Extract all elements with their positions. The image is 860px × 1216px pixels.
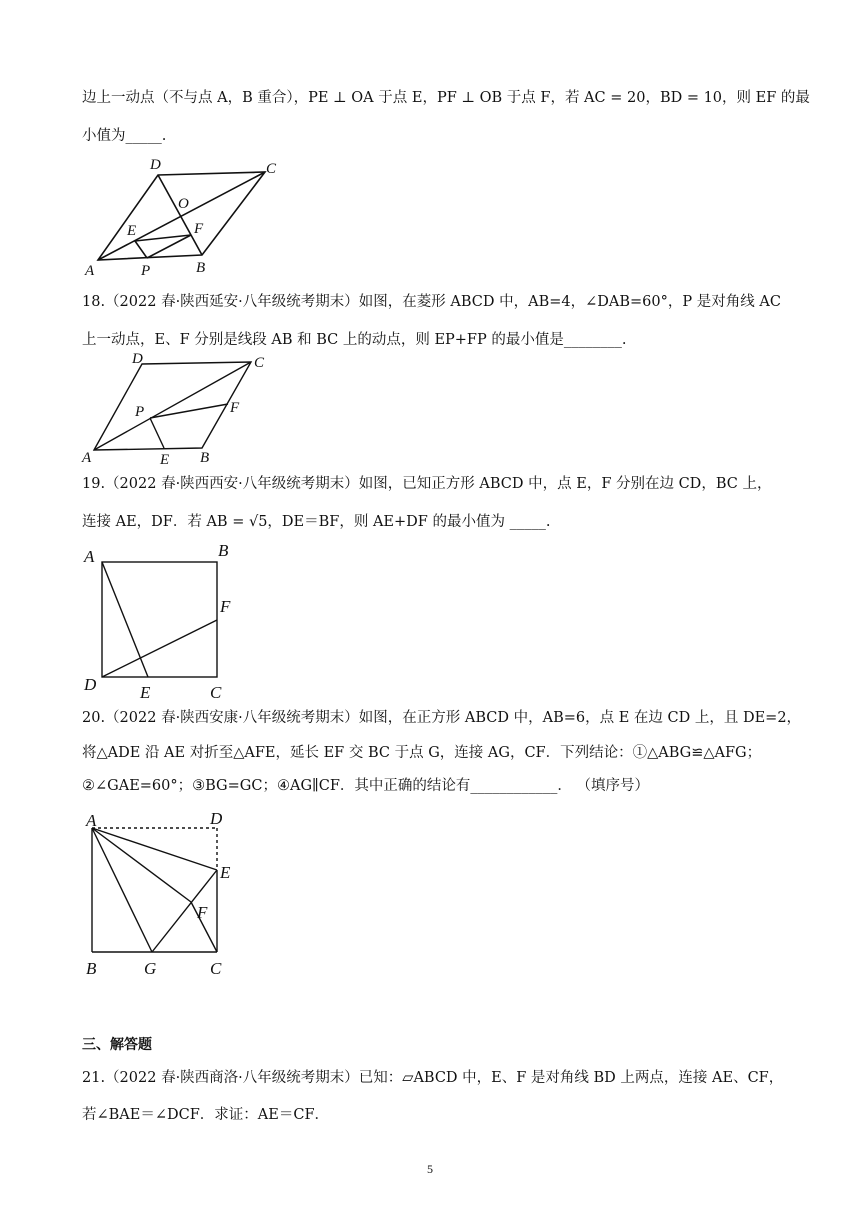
q20-label-g: G [144,959,157,978]
q20-segment-ag [92,828,152,952]
q20-label-d: D [210,809,223,828]
q17-label-d: D [150,157,161,173]
q20-text-line2: 将△ADE 沿 AE 对折至△AFE，延长 EF 交 BC 于点 G，连接 AG，CF．下列结论：①△ABG≌△AFG； [82,745,762,761]
q17-label-a: A [85,263,95,279]
q19-text-line2: 连接 AE，DF．若 AB = √5，DE＝BF，则 AE+DF 的最小值为 _____. [82,514,551,530]
q20-figure [80,806,250,981]
q19-text-line1: 19.（2022 春·陕西西安·八年级统考期末）如图，已知正方形 ABCD 中，点 E，F 分别在边 CD，BC 上， [82,476,772,492]
q20-text-line1: 20.（2022 春·陕西安康·八年级统考期末）如图，在正方形 ABCD 中，AB=6，点 E 在边 CD 上，且 DE=2， [82,710,802,726]
q17-label-e: E [127,223,137,239]
q20-text-line3: ②∠GAE=60°；③BG=GC；④AG∥CF．其中正确的结论有____________． （填序号） [82,778,649,794]
q19-square [102,562,217,677]
q17-diagonal-bd [158,175,202,255]
q19-label-e: E [140,683,151,702]
page-number: 5 [427,1162,433,1176]
q20-label-e: E [220,863,231,882]
q19-label-f: F [220,597,231,616]
q17-label-c: C [266,161,277,177]
section-title: 三、解答题 [82,1037,152,1053]
q21-text-line2: 若∠BAE＝∠DCF．求证：AE＝CF． [82,1107,330,1123]
q18-label-e: E [160,452,170,468]
q19-segment-df [102,620,217,677]
q18-segment-pe [150,418,164,448]
q18-segment-pf [150,404,228,418]
q19-segment-ae [102,562,148,677]
q18-figure [80,350,280,470]
q17-text-line1: 边上一动点（不与点 A，B 重合），PE ⊥ OA 于点 E，PF ⊥ OB 于点 F，若 AC = 20，BD = 10，则 EF 的最 [82,90,810,106]
q18-label-f: F [230,400,240,416]
q19-label-a: A [84,547,95,566]
q20-label-a: A [86,811,97,830]
q17-label-b: B [196,260,206,276]
q18-label-b: B [200,450,210,466]
q20-label-c: C [210,959,222,978]
q20-label-b: B [86,959,97,978]
q19-label-b: B [218,541,229,560]
q20-segment-ae [92,828,217,870]
q17-text-line2: 小值为_____. [82,128,167,144]
q18-text-line1: 18.（2022 春·陕西延安·八年级统考期末）如图，在菱形 ABCD 中，AB=4，∠DAB=60°，P 是对角线 AC [82,294,781,310]
q18-label-a: A [82,450,92,466]
q19-figure [80,540,250,705]
q17-segment-pe [135,241,147,258]
q18-label-p: P [135,404,145,420]
q20-label-f: F [197,903,208,922]
q19-label-d: D [84,675,97,694]
q18-label-c: C [254,355,265,371]
q17-label-p: P [141,263,151,279]
q18-text-line2: 上一动点，E、F 分别是线段 AB 和 BC 上的动点，则 EP+FP 的最小值是________. [82,332,627,348]
q19-label-c: C [210,683,222,702]
q20-segment-af [92,828,191,902]
q17-figure [80,155,290,280]
q18-diagonal-ac [94,362,251,450]
q17-diagonal-ac [98,172,265,260]
q21-text-line1: 21.（2022 春·陕西商洛·八年级统考期末）已知：▱ABCD 中，E、F 是对角线 BD 上两点，连接 AE、CF， [82,1070,784,1086]
q17-label-o: O [178,196,189,212]
q18-label-d: D [132,351,143,367]
q17-label-f: F [194,221,204,237]
